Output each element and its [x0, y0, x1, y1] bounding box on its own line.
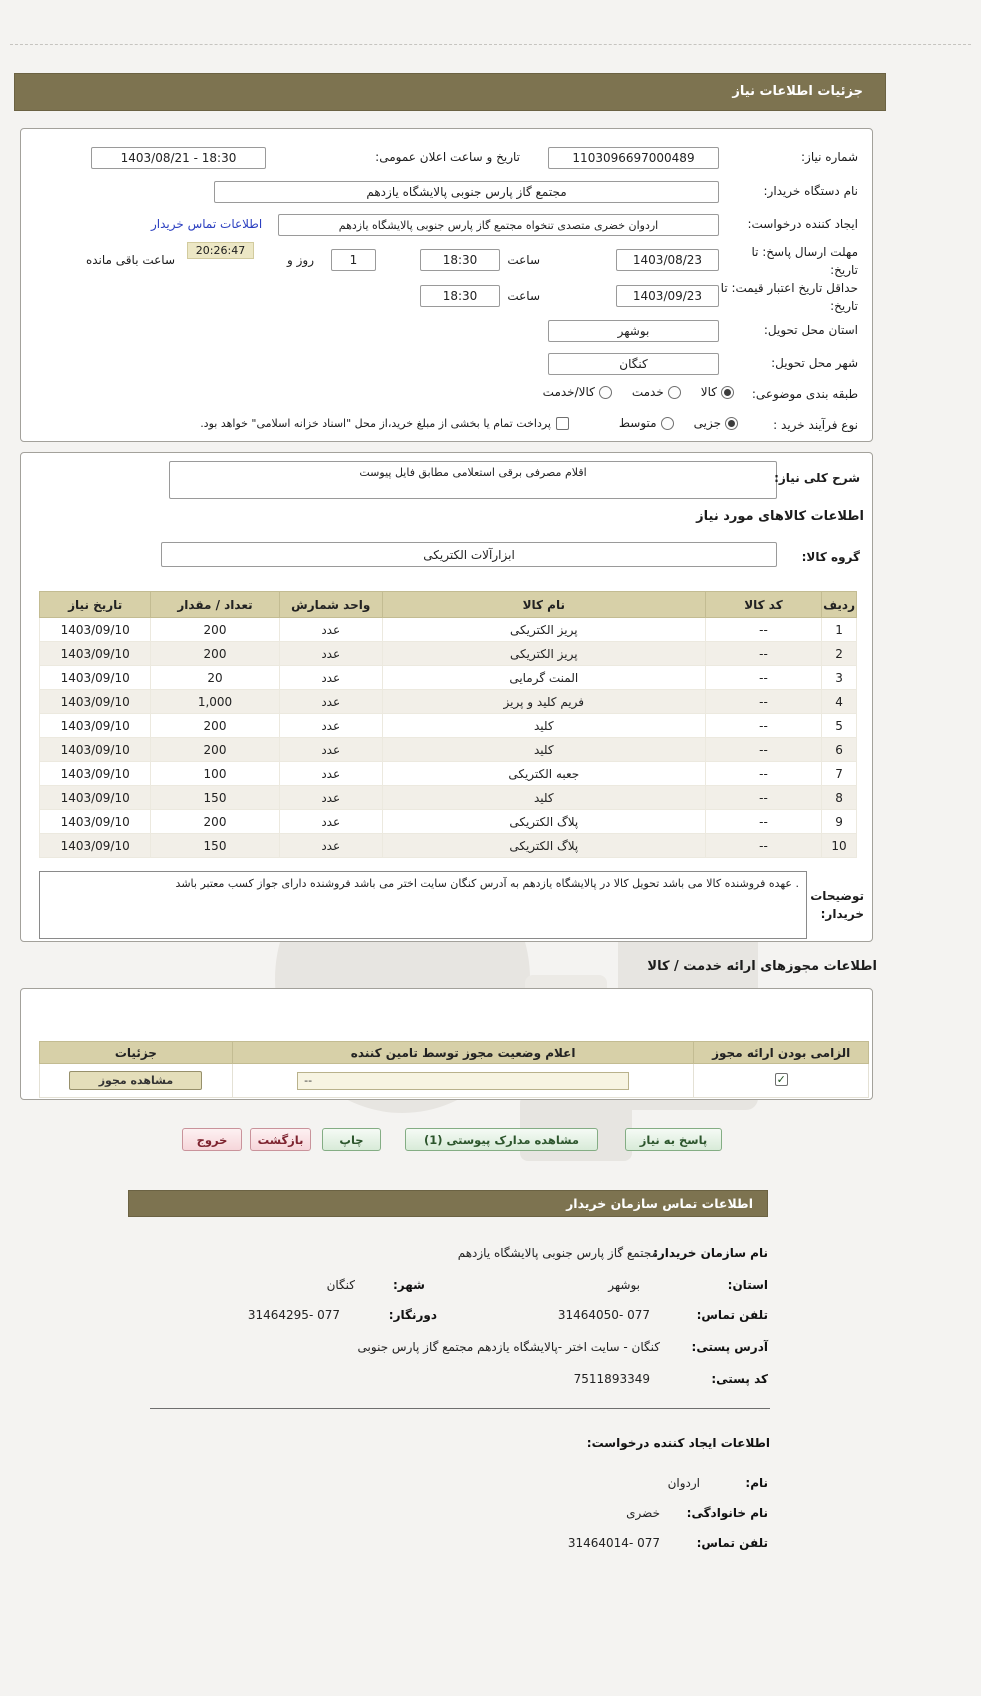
radio-option-label: کالا — [700, 385, 717, 399]
goods-table-cell: 20 — [151, 666, 279, 690]
price-validity-label: حداقل تاریخ اعتبار قیمت: تا تاریخ: — [720, 281, 858, 313]
delivery-province-field[interactable]: بوشهر — [548, 320, 719, 342]
goods-table-cell: -- — [705, 714, 821, 738]
purchase-process-radio-group — [619, 416, 738, 430]
goods-table-cell: -- — [705, 786, 821, 810]
price-validity-hour-label: ساعت — [507, 289, 540, 303]
goods-table-row — [40, 762, 857, 786]
fax-label: دورنگار: — [388, 1308, 437, 1322]
license-section-heading: اطلاعات مجوزهای ارائه خدمت / کالا — [647, 959, 877, 974]
delivery-province-label: استان محل تحویل: — [763, 323, 858, 337]
last-name-value: خضری — [626, 1506, 660, 1520]
reply-to-need-button[interactable]: پاسخ به نیاز — [625, 1128, 722, 1151]
license-required-checkbox[interactable] — [775, 1073, 788, 1086]
postal-address-label: آدرس پستی: — [691, 1340, 768, 1354]
radio-option-1[interactable] — [619, 416, 674, 430]
city-label: شهر: — [393, 1278, 425, 1292]
goods-table-cell: پریز الکتریکی — [382, 642, 705, 666]
days-and-label: روز و — [287, 253, 314, 267]
goods-col-row: ردیف — [822, 592, 857, 618]
license-table — [39, 1041, 869, 1098]
radio-option-label: خدمت — [631, 385, 664, 399]
goods-table-cell: عدد — [279, 810, 382, 834]
license-col-status: اعلام وضعیت مجوز توسط تامین کننده — [232, 1042, 694, 1064]
goods-table-cell: عدد — [279, 738, 382, 762]
license-col-details: جزئیات — [40, 1042, 233, 1064]
goods-table-cell: -- — [705, 834, 821, 858]
goods-table — [39, 591, 857, 858]
org-name-label: نام سازمان خریدار: — [653, 1246, 768, 1260]
goods-table-cell: 200 — [151, 714, 279, 738]
goods-table-cell: 10 — [822, 834, 857, 858]
fax-value: 077 -31464295 — [247, 1308, 340, 1322]
goods-table-row — [40, 786, 857, 810]
org-name-value: مجتمع گاز پارس جنوبی پالایشگاه یازدهم — [457, 1246, 658, 1260]
goods-table-cell: 1403/09/10 — [40, 690, 151, 714]
section-header-need-details — [14, 73, 886, 111]
goods-col-name: نام کالا — [382, 592, 705, 618]
buyer-notes-label: توضیحات خریدار: — [810, 889, 864, 921]
radio-icon[interactable] — [661, 417, 674, 430]
goods-table-cell: 1403/09/10 — [40, 642, 151, 666]
goods-col-unit: واحد شمارش — [279, 592, 382, 618]
goods-table-row — [40, 810, 857, 834]
goods-table-cell: عدد — [279, 762, 382, 786]
remaining-days-field[interactable]: 1 — [331, 249, 376, 271]
treasury-payment-option — [200, 417, 569, 430]
goods-table-cell: 200 — [151, 618, 279, 642]
radio-icon[interactable] — [721, 386, 734, 399]
radio-icon[interactable] — [599, 386, 612, 399]
goods-table-cell: عدد — [279, 786, 382, 810]
goods-table-cell: 200 — [151, 738, 279, 762]
countdown-timer: 20:26:47 — [187, 242, 254, 259]
phone-value: 077 -31464050 — [557, 1308, 650, 1322]
goods-table-cell: 200 — [151, 642, 279, 666]
need-number-label: شماره نیاز: — [801, 150, 858, 164]
phone-label: تلفن تماس: — [696, 1308, 768, 1322]
goods-table-cell: پلاگ الکتریکی — [382, 834, 705, 858]
goods-table-cell: جعبه الکتریکی — [382, 762, 705, 786]
goods-table-cell: 100 — [151, 762, 279, 786]
goods-table-cell: 1403/09/10 — [40, 786, 151, 810]
goods-table-cell: 1 — [822, 618, 857, 642]
goods-table-cell: المنت گرمایی — [382, 666, 705, 690]
section-header-buyer-contact — [128, 1190, 768, 1217]
need-number-field[interactable]: 1103096697000489 — [548, 147, 719, 169]
goods-table-cell: 150 — [151, 786, 279, 810]
goods-info-panel — [20, 452, 873, 942]
buyer-contact-link[interactable]: اطلاعات تماس خریدار — [151, 217, 263, 231]
treasury-payment-checkbox[interactable] — [556, 417, 569, 430]
license-table-row — [40, 1064, 869, 1098]
goods-table-cell: 2 — [822, 642, 857, 666]
goods-col-code: کد کالا — [705, 592, 821, 618]
goods-table-row — [40, 618, 857, 642]
goods-table-cell: پریز الکتریکی — [382, 618, 705, 642]
goods-table-cell: -- — [705, 642, 821, 666]
goods-table-cell: 9 — [822, 810, 857, 834]
radio-option-0[interactable] — [701, 385, 734, 399]
goods-table-row — [40, 690, 857, 714]
reply-deadline-hour-label: ساعت — [507, 253, 540, 267]
license-table-header-row — [40, 1042, 869, 1064]
goods-table-cell: کلید — [382, 786, 705, 810]
reply-deadline-label: مهلت ارسال پاسخ: تا تاریخ: — [751, 245, 858, 277]
goods-table-cell: کلید — [382, 714, 705, 738]
need-info-panel — [20, 128, 873, 442]
first-name-value: اردوان — [667, 1476, 700, 1490]
goods-table-cell: عدد — [279, 690, 382, 714]
goods-table-cell: 1403/09/10 — [40, 714, 151, 738]
price-validity-time-field[interactable]: 18:30 — [420, 285, 500, 307]
section-header-title: جزئیات اطلاعات نیاز — [732, 84, 863, 99]
goods-table-cell: پلاگ الکتریکی — [382, 810, 705, 834]
radio-option-2[interactable] — [543, 385, 612, 399]
treasury-payment-label: پرداخت تمام یا بخشی از مبلغ خرید،از محل "اسناد خزانه اسلامی" خواهد بود. — [200, 417, 551, 430]
goods-table-cell: 1403/09/10 — [40, 618, 151, 642]
goods-table-cell: -- — [705, 738, 821, 762]
goods-table-cell: -- — [705, 810, 821, 834]
view-attachments-button[interactable]: مشاهده مدارک پیوستی (1) — [405, 1128, 598, 1151]
reply-deadline-date-field[interactable]: 1403/08/23 — [616, 249, 719, 271]
last-name-label: نام خانوادگی: — [686, 1506, 768, 1520]
goods-table-row — [40, 714, 857, 738]
goods-table-cell: 8 — [822, 786, 857, 810]
radio-option-label: جزیی — [693, 416, 721, 430]
delivery-city-label: شهر محل تحویل: — [771, 356, 858, 370]
buyer-org-field[interactable]: مجتمع گاز پارس جنوبی پالایشگاه یازدهم — [214, 181, 719, 203]
delivery-city-field[interactable]: کنگان — [548, 353, 719, 375]
license-status-input[interactable]: -- — [297, 1072, 629, 1090]
goods-table-row — [40, 642, 857, 666]
goods-table-cell: 4 — [822, 690, 857, 714]
goods-table-cell: 150 — [151, 834, 279, 858]
goods-table-cell: -- — [705, 762, 821, 786]
view-license-button[interactable]: مشاهده مجوز — [69, 1071, 202, 1090]
goods-table-cell: -- — [705, 618, 821, 642]
radio-option-label: متوسط — [618, 416, 657, 430]
radio-option-label: کالا/خدمت — [542, 385, 595, 399]
first-name-label: نام: — [745, 1476, 768, 1490]
creator-phone-label: تلفن تماس: — [696, 1536, 768, 1550]
goods-table-cell: 6 — [822, 738, 857, 762]
postal-code-label: کد پستی: — [711, 1372, 768, 1386]
goods-group-field[interactable]: ابزارآلات الکتریکی — [161, 542, 777, 567]
goods-table-row — [40, 834, 857, 858]
goods-table-cell: 5 — [822, 714, 857, 738]
radio-icon[interactable] — [668, 386, 681, 399]
goods-table-cell: 1,000 — [151, 690, 279, 714]
goods-section-heading: اطلاعات کالاهای مورد نیاز — [696, 509, 864, 524]
goods-table-cell: 1403/09/10 — [40, 810, 151, 834]
goods-table-cell: عدد — [279, 666, 382, 690]
contact-divider — [150, 1408, 770, 1409]
goods-col-quantity: تعداد / مقدار — [151, 592, 279, 618]
reply-deadline-time-field[interactable]: 18:30 — [420, 249, 500, 271]
goods-table-cell: عدد — [279, 714, 382, 738]
postal-address-value: کنگان - سایت اختر -پالایشگاه یازدهم مجتمع گاز پارس جنوبی — [357, 1340, 660, 1354]
goods-table-cell: عدد — [279, 642, 382, 666]
back-button[interactable]: بازگشت — [250, 1128, 311, 1151]
buyer-notes-textarea[interactable]: . عهده فروشنده کالا می باشد تحویل کالا در پالایشگاه یازدهم به آدرس کنگان سایت اختر می باشد فروشنده دارای جواز کسب معتبر باشد — [39, 871, 807, 939]
need-description-label: شرح کلی نیاز: — [774, 471, 860, 485]
creator-info-heading: اطلاعات ایجاد کننده درخواست: — [586, 1436, 770, 1450]
goods-table-cell: -- — [705, 666, 821, 690]
goods-table-cell: کلید — [382, 738, 705, 762]
goods-table-row — [40, 738, 857, 762]
license-panel — [20, 988, 873, 1100]
goods-table-row — [40, 666, 857, 690]
goods-table-cell: 1403/09/10 — [40, 738, 151, 762]
goods-table-cell: -- — [705, 690, 821, 714]
creator-phone-value: 077 -31464014 — [567, 1536, 660, 1550]
goods-table-cell: عدد — [279, 618, 382, 642]
announce-datetime-field[interactable]: 1403/08/21 - 18:30 — [91, 147, 266, 169]
goods-table-header-row — [40, 592, 857, 618]
goods-table-cell: عدد — [279, 834, 382, 858]
buyer-contact-title: اطلاعات تماس سازمان خریدار — [566, 1196, 753, 1211]
need-description-field[interactable]: اقلام مصرفی برقی استعلامی مطابق فایل پیوست — [169, 461, 777, 499]
request-creator-field[interactable]: اردوان خضری متصدی تنخواه مجتمع گاز پارس جنوبی پالایشگاه یازدهم — [278, 214, 719, 236]
announce-datetime-label: تاریخ و ساعت اعلان عمومی: — [375, 150, 520, 164]
goods-table-cell: 1403/09/10 — [40, 666, 151, 690]
goods-table-cell: 3 — [822, 666, 857, 690]
radio-option-1[interactable] — [632, 385, 681, 399]
radio-option-0[interactable] — [694, 416, 738, 430]
goods-table-cell: 1403/09/10 — [40, 762, 151, 786]
province-value: بوشهر — [608, 1278, 640, 1292]
postal-code-value: 7511893349 — [573, 1372, 650, 1386]
goods-col-need-date: تاریخ نیاز — [40, 592, 151, 618]
subject-category-label: طبقه بندی موضوعی: — [751, 387, 858, 401]
print-button[interactable]: چاپ — [322, 1128, 381, 1151]
goods-table-cell: 1403/09/10 — [40, 834, 151, 858]
price-validity-date-field[interactable]: 1403/09/23 — [616, 285, 719, 307]
exit-button[interactable]: خروج — [182, 1128, 242, 1151]
goods-table-cell: فریم کلید و پریز — [382, 690, 705, 714]
goods-group-label: گروه کالا: — [801, 550, 860, 564]
goods-table-cell: 7 — [822, 762, 857, 786]
province-label: استان: — [727, 1278, 768, 1292]
city-value: کنگان — [326, 1278, 355, 1292]
hours-remaining-label: ساعت باقی مانده — [85, 253, 175, 267]
license-col-required: الزامی بودن ارائه مجوز — [694, 1042, 869, 1064]
radio-icon[interactable] — [725, 417, 738, 430]
top-divider — [10, 44, 971, 45]
subject-category-radio-group — [543, 385, 734, 399]
goods-table-cell: 200 — [151, 810, 279, 834]
buyer-org-label: نام دستگاه خریدار: — [763, 184, 858, 198]
request-creator-label: ایجاد کننده درخواست: — [747, 217, 858, 231]
purchase-process-label: نوع فرآیند خرید : — [773, 418, 858, 432]
